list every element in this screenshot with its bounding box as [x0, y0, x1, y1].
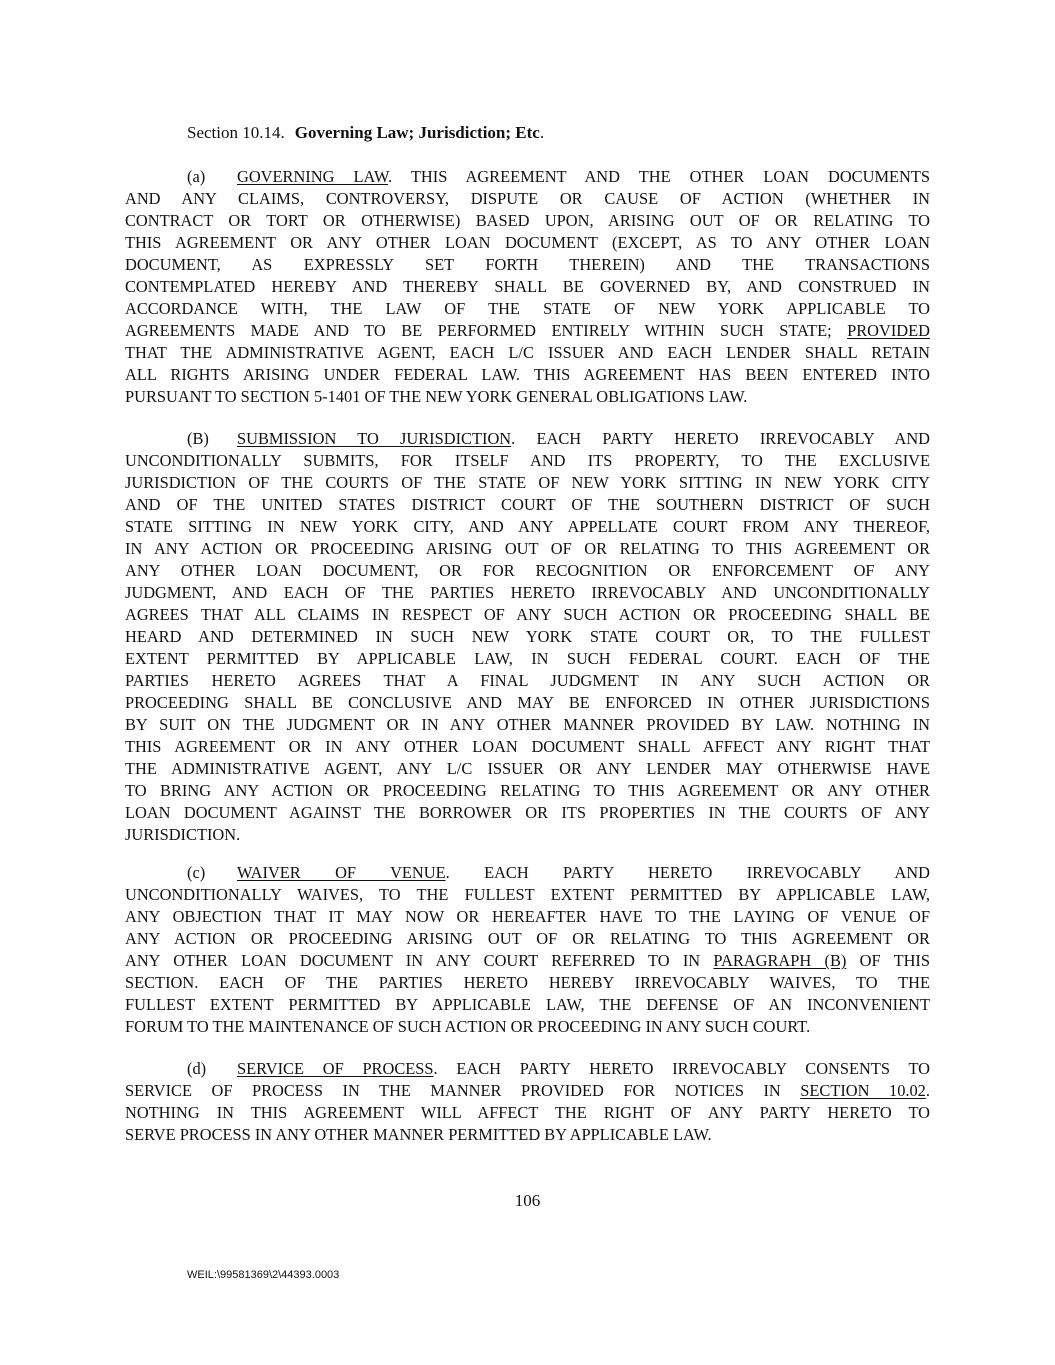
text-segment: UNCONDITIONALLY SUBMITS, FOR ITSELF AND ITS PROPERTY, TO THE EXCLUSIVE	[125, 451, 930, 470]
text-line	[125, 450, 930, 472]
line-text	[237, 1058, 930, 1080]
text-segment: THIS AGREEMENT OR IN ANY OTHER LOAN DOCUMENT SHALL AFFECT ANY RIGHT THAT	[125, 737, 930, 756]
text-segment: AND OF THE UNITED STATES DISTRICT COURT OF THE SOUTHERN DISTRICT OF SUCH	[125, 495, 930, 514]
text-line	[125, 884, 930, 906]
text-segment: HEARD AND DETERMINED IN SUCH NEW YORK STATE COURT OR, TO THE FULLEST	[125, 627, 930, 646]
text-segment: THE ADMINISTRATIVE AGENT, ANY L/C ISSUER OR ANY LENDER MAY OTHERWISE HAVE	[125, 759, 930, 778]
text-segment: SERVICE OF PROCESS IN THE MANNER PROVIDED FOR NOTICES IN	[125, 1081, 801, 1100]
text-line	[125, 538, 930, 560]
text-line	[125, 862, 930, 884]
text-line	[125, 736, 930, 758]
text-line	[125, 472, 930, 494]
text-line	[125, 692, 930, 714]
text-segment: LOAN DOCUMENT AGAINST THE BORROWER OR ITS PROPERTIES IN THE COURTS OF ANY	[125, 803, 930, 822]
text-line	[125, 780, 930, 802]
text-segment: ANY ACTION OR PROCEEDING ARISING OUT OF OR RELATING TO THIS AGREEMENT OR	[125, 929, 930, 948]
line-text	[237, 166, 930, 188]
text-segment: THIS AGREEMENT OR ANY OTHER LOAN DOCUMENT (EXCEPT, AS TO ANY OTHER LOAN	[125, 233, 930, 252]
text-segment: ANY OBJECTION THAT IT MAY NOW OR HEREAFTER HAVE TO THE LAYING OF VENUE OF	[125, 907, 930, 926]
text-segment: PARTIES HERETO AGREES THAT A FINAL JUDGMENT IN ANY SUCH ACTION OR	[125, 671, 930, 690]
text-segment: CONTRACT OR TORT OR OTHERWISE) BASED UPON, ARISING OUT OF OR RELATING TO	[125, 211, 930, 230]
text-segment: . EACH PARTY HERETO IRREVOCABLY AND	[511, 429, 930, 448]
text-segment: FORUM TO THE MAINTENANCE OF SUCH ACTION OR PROCEEDING IN ANY SUCH COURT.	[125, 1017, 811, 1036]
text-line	[125, 1016, 930, 1038]
underlined-heading: PROVIDED	[847, 321, 930, 340]
text-line	[125, 276, 930, 298]
text-line	[125, 232, 930, 254]
section-heading: Governing Law; Jurisdiction; Etc	[294, 123, 540, 142]
text-segment: OF THIS	[846, 951, 930, 970]
text-segment: . EACH PARTY HERETO IRREVOCABLY CONSENTS TO	[433, 1059, 930, 1078]
text-segment: STATE SITTING IN NEW YORK CITY, AND ANY APPELLATE COURT FROM ANY THEREOF,	[125, 517, 930, 536]
text-line	[125, 188, 930, 210]
page-number: 106	[514, 1191, 541, 1210]
text-line	[125, 364, 930, 386]
text-line	[125, 494, 930, 516]
text-segment: SECTION. EACH OF THE PARTIES HERETO HEREBY IRREVOCABLY WAIVES, TO THE	[125, 973, 930, 992]
line-text	[237, 862, 930, 884]
text-segment: .	[925, 1081, 930, 1100]
text-line	[125, 1102, 930, 1124]
line-text	[237, 428, 930, 450]
text-segment: PROCEEDING SHALL BE CONCLUSIVE AND MAY BE ENFORCED IN OTHER JURISDICTIONS	[125, 693, 930, 712]
text-line	[125, 298, 930, 320]
text-segment: DOCUMENT, AS EXPRESSLY SET FORTH THEREIN) AND THE TRANSACTIONS	[125, 255, 930, 274]
text-line	[125, 714, 930, 736]
text-segment: AGREEMENTS MADE AND TO BE PERFORMED ENTIRELY WITHIN SUCH STATE;	[125, 321, 848, 340]
paragraph-marker: (B)	[187, 429, 209, 448]
text-line	[125, 1080, 930, 1102]
paragraph-a-governing-law	[125, 166, 930, 408]
text-line	[125, 604, 930, 626]
text-segment: ALL RIGHTS ARISING UNDER FEDERAL LAW. THIS AGREEMENT HAS BEEN ENTERED INTO	[125, 365, 930, 384]
text-line	[125, 972, 930, 994]
text-segment: . THIS AGREEMENT AND THE OTHER LOAN DOCUMENTS	[388, 167, 930, 186]
text-line	[125, 1058, 930, 1080]
text-segment: EXTENT PERMITTED BY APPLICABLE LAW, IN SUCH FEDERAL COURT. EACH OF THE	[125, 649, 930, 668]
text-segment: NOTHING IN THIS AGREEMENT WILL AFFECT THE RIGHT OF ANY PARTY HERETO TO	[125, 1103, 930, 1122]
text-segment: BY SUIT ON THE JUDGMENT OR IN ANY OTHER MANNER PROVIDED BY LAW. NOTHING IN	[125, 715, 930, 734]
text-line	[125, 386, 930, 408]
underlined-heading: WAIVER OF VENUE	[237, 863, 446, 882]
text-line	[125, 210, 930, 232]
underlined-heading: SERVICE OF PROCESS	[237, 1059, 434, 1078]
section-title: Section 10.14. Governing Law; Jurisdiction; Etc.	[187, 123, 545, 142]
text-line	[125, 928, 930, 950]
text-line	[125, 1124, 930, 1146]
text-line	[125, 516, 930, 538]
text-segment: ANY OTHER LOAN DOCUMENT IN ANY COURT REFERRED TO IN	[125, 951, 714, 970]
underlined-heading: GOVERNING LAW	[237, 167, 389, 186]
paragraph-marker: (a)	[187, 167, 206, 186]
text-segment: ACCORDANCE WITH, THE LAW OF THE STATE OF NEW YORK APPLICABLE TO	[125, 299, 930, 318]
text-line	[125, 824, 930, 846]
footer-document-id: WEIL:\99581369\2\44393.0003	[187, 1269, 340, 1281]
text-segment: . EACH PARTY HERETO IRREVOCABLY AND	[445, 863, 930, 882]
text-line	[125, 428, 930, 450]
text-line	[125, 560, 930, 582]
paragraph-marker: (c)	[187, 863, 206, 882]
text-line	[125, 648, 930, 670]
text-segment: PURSUANT TO SECTION 5-1401 OF THE NEW YORK GENERAL OBLIGATIONS LAW.	[125, 387, 748, 406]
text-segment: IN ANY ACTION OR PROCEEDING ARISING OUT OF OR RELATING TO THIS AGREEMENT OR	[125, 539, 930, 558]
paragraph-marker: (d)	[187, 1059, 207, 1078]
text-segment: CONTEMPLATED HEREBY AND THEREBY SHALL BE GOVERNED BY, AND CONSTRUED IN	[125, 277, 930, 296]
text-line	[125, 320, 930, 342]
text-segment: JURISDICTION OF THE COURTS OF THE STATE OF NEW YORK SITTING IN NEW YORK CITY	[125, 473, 930, 492]
paragraph-c-waiver-of-venue	[125, 862, 930, 1038]
text-segment: THAT THE ADMINISTRATIVE AGENT, EACH L/C ISSUER AND EACH LENDER SHALL RETAIN	[125, 343, 930, 362]
text-line	[125, 758, 930, 780]
text-line	[125, 670, 930, 692]
text-line	[125, 906, 930, 928]
paragraph-d-service-of-process	[125, 1058, 930, 1146]
text-segment: AGREES THAT ALL CLAIMS IN RESPECT OF ANY SUCH ACTION OR PROCEEDING SHALL BE	[125, 605, 930, 624]
text-segment: SERVE PROCESS IN ANY OTHER MANNER PERMITTED BY APPLICABLE LAW.	[125, 1125, 712, 1144]
text-line	[125, 626, 930, 648]
section-number: Section 10.14.	[187, 123, 285, 142]
text-segment: TO BRING ANY ACTION OR PROCEEDING RELATING TO THIS AGREEMENT OR ANY OTHER	[125, 781, 930, 800]
text-segment: JUDGMENT, AND EACH OF THE PARTIES HERETO IRREVOCABLY AND UNCONDITIONALLY	[125, 583, 930, 602]
text-segment: JURISDICTION.	[125, 825, 241, 844]
text-line	[125, 166, 930, 188]
text-line	[125, 802, 930, 824]
text-line	[125, 994, 930, 1016]
text-segment: FULLEST EXTENT PERMITTED BY APPLICABLE LAW, THE DEFENSE OF AN INCONVENIENT	[125, 995, 930, 1014]
paragraph-b-submission-to-jurisdiction	[125, 428, 930, 846]
text-segment: AND ANY CLAIMS, CONTROVERSY, DISPUTE OR CAUSE OF ACTION (WHETHER IN	[125, 189, 930, 208]
text-segment: ANY OTHER LOAN DOCUMENT, OR FOR RECOGNITION OR ENFORCEMENT OF ANY	[125, 561, 930, 580]
underlined-heading: PARAGRAPH (B)	[713, 951, 847, 970]
text-line	[125, 950, 930, 972]
text-line	[125, 254, 930, 276]
text-line	[125, 342, 930, 364]
underlined-heading: SUBMISSION TO JURISDICTION	[237, 429, 512, 448]
text-segment: UNCONDITIONALLY WAIVES, TO THE FULLEST EXTENT PERMITTED BY APPLICABLE LAW,	[125, 885, 930, 904]
underlined-heading: SECTION 10.02	[800, 1081, 926, 1100]
text-line	[125, 582, 930, 604]
